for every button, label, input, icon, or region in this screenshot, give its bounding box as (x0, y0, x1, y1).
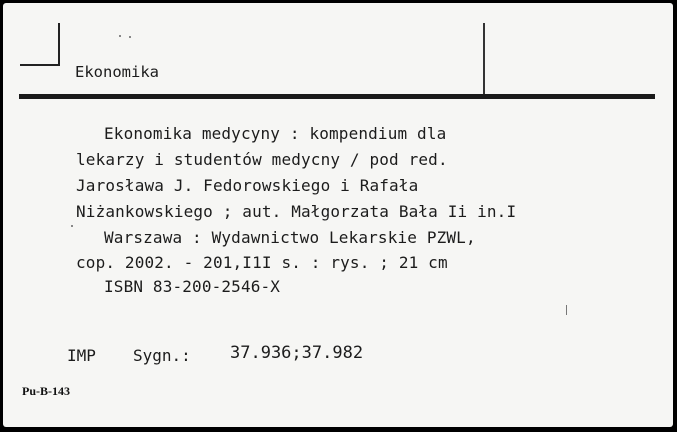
dust-speck (119, 35, 121, 37)
call-label: IMP (67, 346, 96, 365)
corner-mark-vertical (58, 23, 60, 65)
description-line-5: Warszawa : Wydawnictwo Lekarskie PZWL, (104, 228, 476, 247)
description-line-2: lekarzy i studentów medycny / pod red. (76, 150, 448, 169)
description-line-3: Jarosława J. Fedorowskiego i Rafała (76, 176, 419, 195)
isbn-line: ISBN 83-200-2546-X (104, 277, 281, 296)
subject-heading: Ekonomika (75, 63, 159, 81)
dust-speck (129, 36, 131, 38)
dust-speck (71, 225, 73, 227)
signature-value: 37.936;37.982 (230, 343, 364, 363)
header-divider (483, 23, 485, 95)
catalog-card (3, 3, 673, 427)
heading-rule (19, 94, 655, 99)
description-line-6: cop. 2002. - 201,I1I s. : rys. ; 21 cm (76, 253, 448, 272)
description-line-1: Ekonomika medycyny : kompendium dla (104, 124, 447, 143)
dust-speck (566, 305, 567, 315)
corner-mark-horizontal (20, 64, 60, 66)
description-line-4: Niżankowskiego ; aut. Małgorzata Bała Ii in.I (76, 202, 517, 221)
signature-label: Sygn.: (133, 346, 191, 365)
library-stamp: Pu-B-143 (22, 384, 70, 398)
